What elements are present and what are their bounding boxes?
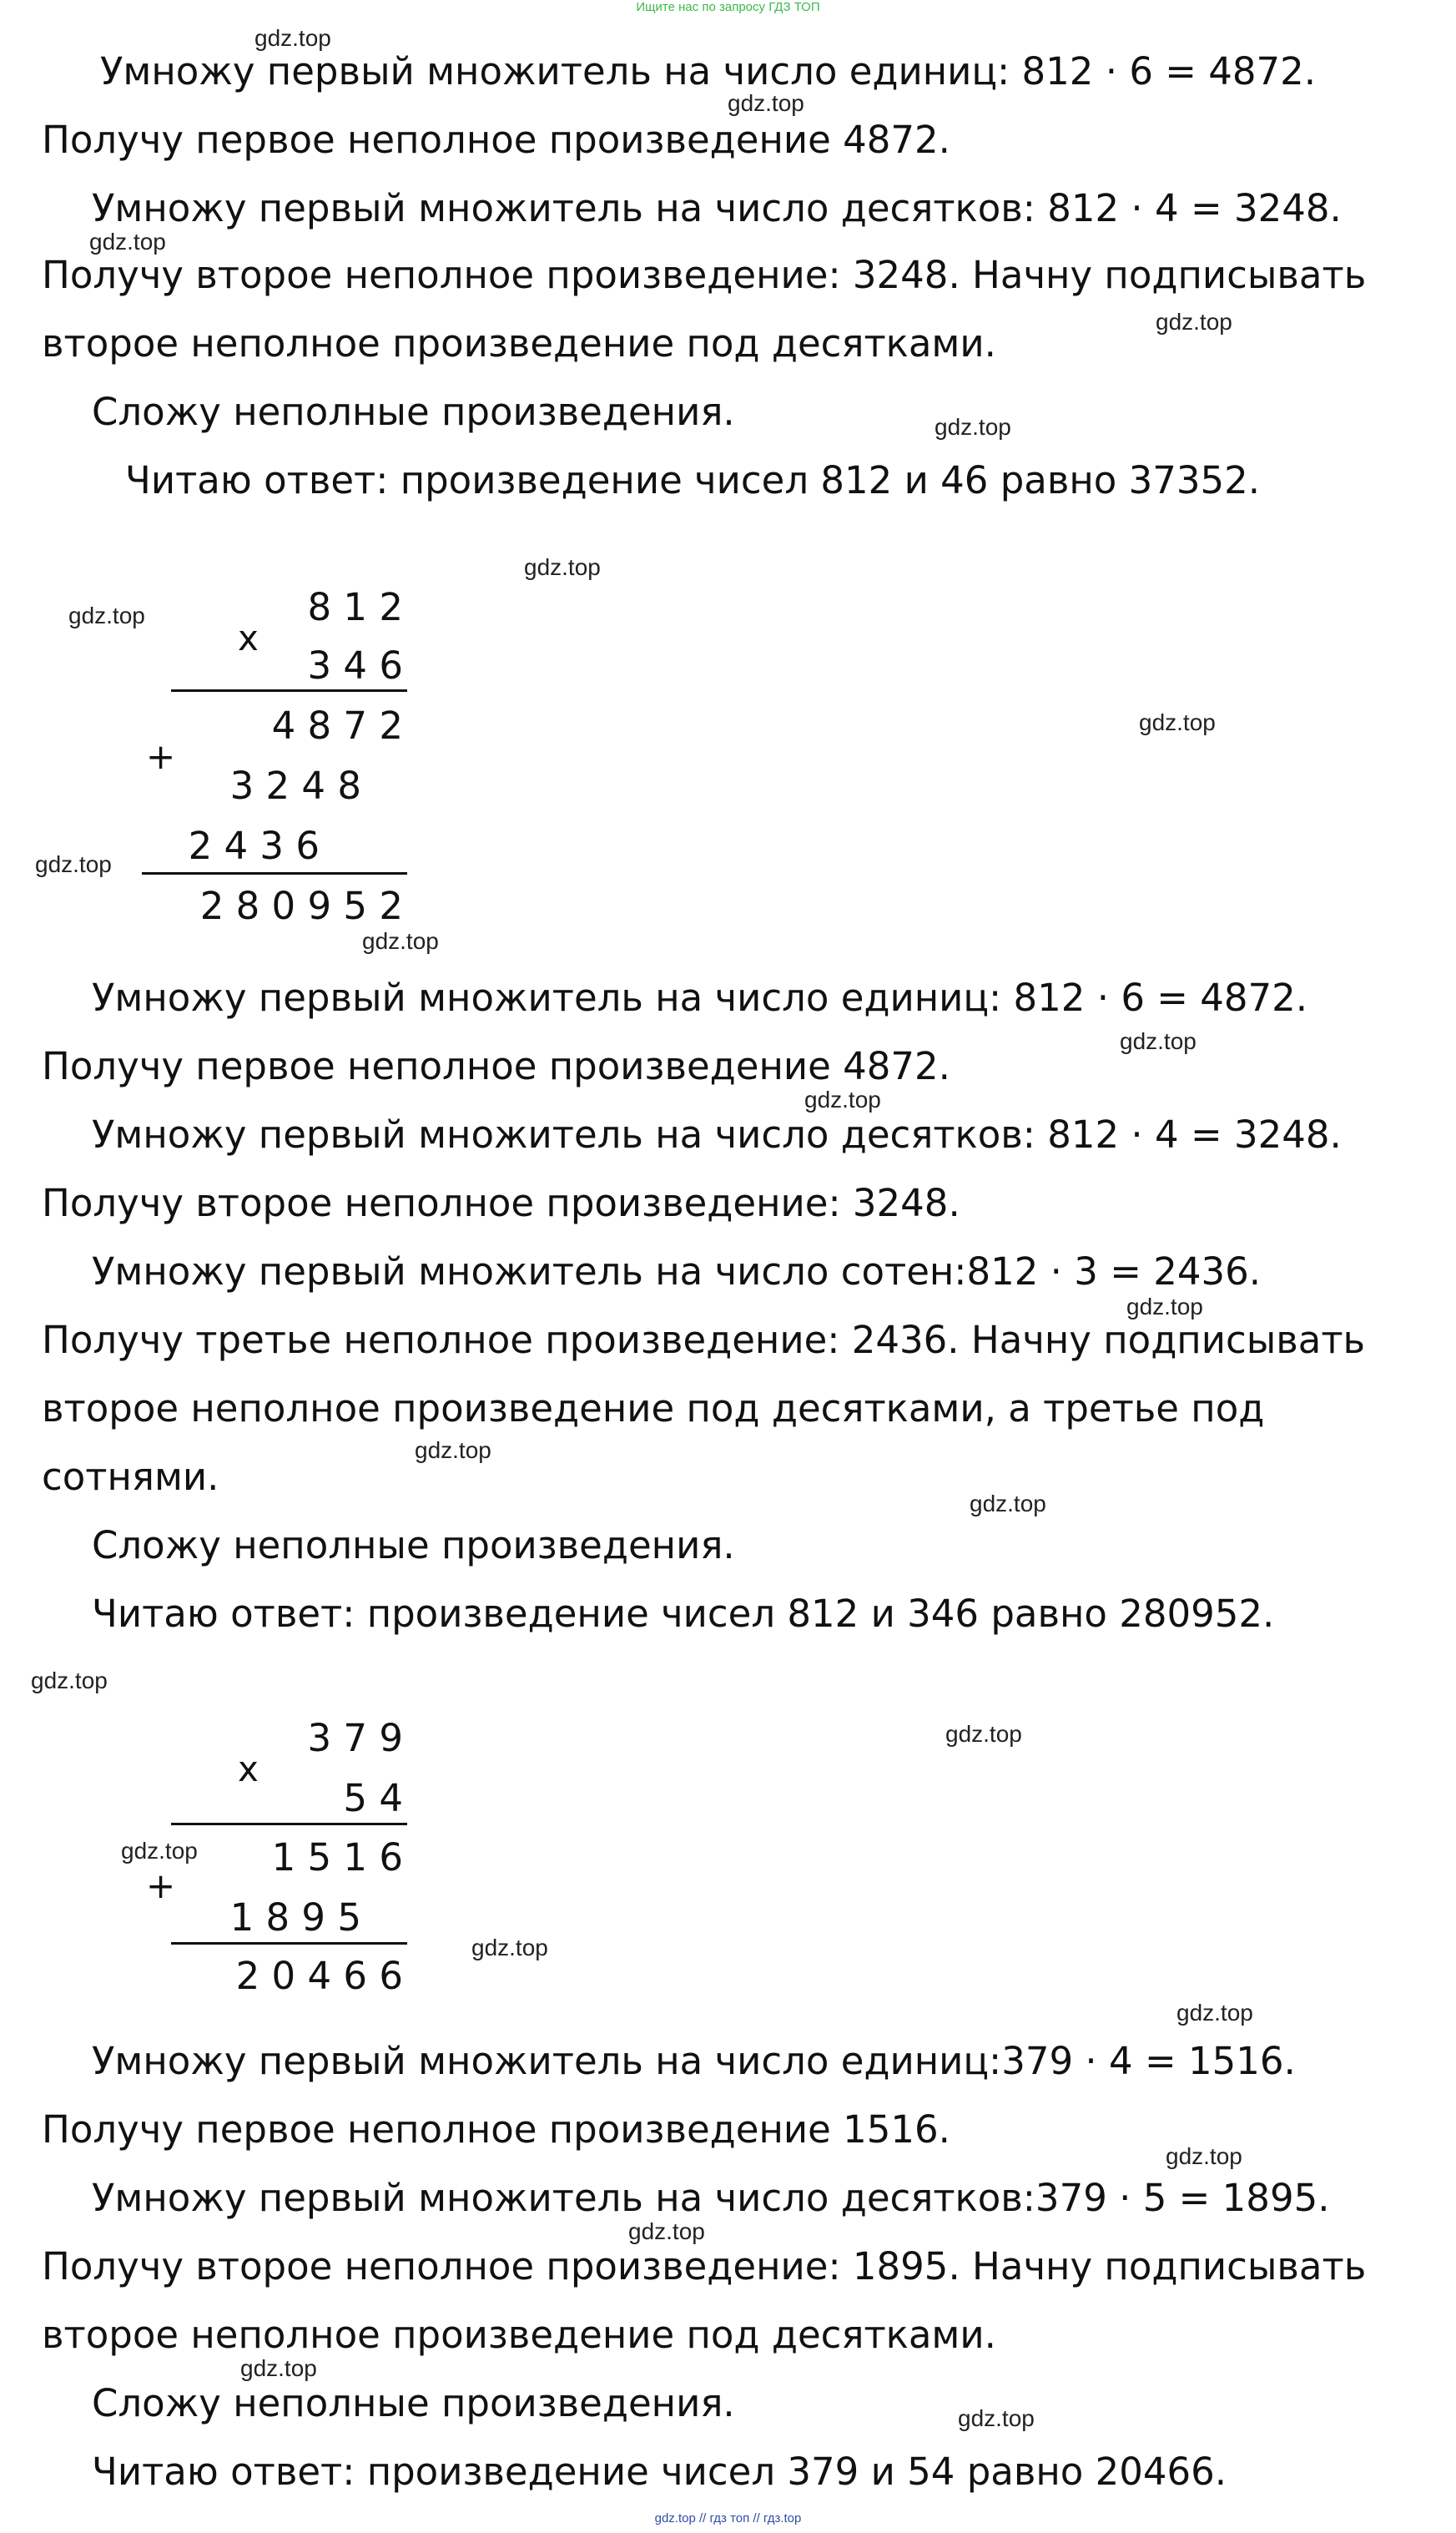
- watermark: gdz.top: [804, 1087, 881, 1113]
- plus-sign: +: [146, 736, 176, 777]
- watermark: gdz.top: [31, 1668, 108, 1693]
- watermark: gdz.top: [1126, 1294, 1203, 1319]
- watermark: gdz.top: [362, 928, 439, 954]
- text-line: сотнями.: [42, 1455, 219, 1499]
- watermark: gdz.top: [1176, 2000, 1253, 2026]
- times-sign: x: [238, 1748, 259, 1789]
- watermark: gdz.top: [1120, 1028, 1197, 1054]
- calc-row-multiplicand: 8 1 2: [307, 585, 403, 629]
- text-line: второе неполное произведение под десятками.: [42, 321, 996, 366]
- calc-row-multiplicand: 3 7 9: [307, 1716, 403, 1760]
- calc-row-partial: 4 8 7 2: [271, 704, 403, 748]
- text-line: Получу третье неполное произведение: 2436. Начну подписывать: [42, 1318, 1366, 1362]
- calc-row-partial: 2 4 3 6: [188, 824, 320, 868]
- text-line: Получу второе неполное произведение: 3248.: [42, 1181, 960, 1225]
- calc-row-partial: 1 5 1 6: [271, 1835, 403, 1880]
- watermark: gdz.top: [935, 414, 1011, 440]
- watermark: gdz.top: [471, 1935, 548, 1960]
- divider-line: [171, 689, 407, 692]
- text-line: Читаю ответ: произведение чисел 812 и 346 равно 280952.: [92, 1592, 1275, 1636]
- times-sign: x: [238, 618, 259, 658]
- watermark: gdz.top: [89, 229, 166, 255]
- calc-row-partial: 3 2 4 8: [229, 764, 361, 808]
- text-line: Читаю ответ: произведение чисел 812 и 46 равно 37352.: [125, 458, 1261, 502]
- watermark: gdz.top: [628, 2218, 705, 2244]
- calc-row-partial: 1 8 9 5: [229, 1895, 361, 1940]
- calc-row-result: 2 8 0 9 5 2: [199, 884, 403, 928]
- watermark: gdz.top: [240, 2355, 317, 2381]
- watermark: gdz.top: [728, 90, 804, 116]
- text-line: Получу первое неполное произведение 1516.: [42, 2107, 950, 2152]
- text-line: Сложу неполные произведения.: [92, 390, 735, 434]
- divider-line: [142, 872, 407, 875]
- watermark: gdz.top: [945, 1721, 1022, 1747]
- watermark: gdz.top: [35, 851, 112, 877]
- text-line: второе неполное произведение под десятками, а третье под: [42, 1386, 1265, 1430]
- divider-line: [171, 1942, 407, 1945]
- text-line: Сложу неполные произведения.: [92, 2381, 735, 2425]
- text-line: Получу второе неполное произведение: 3248. Начну подписывать: [42, 253, 1367, 297]
- banner-text: Ищите нас по запросу ГДЗ ТОП: [636, 0, 820, 14]
- text-line: Умножу первый множитель на число единиц:379 · 4 = 1516.: [92, 2039, 1296, 2083]
- watermark: gdz.top: [415, 1437, 491, 1463]
- calc-row-multiplier: 3 4 6: [307, 643, 403, 688]
- footer-text: gdz.top // гдз топ // гдз.top: [654, 2511, 802, 2525]
- text-line: Умножу первый множитель на число десятков: 812 · 4 = 3248.: [92, 186, 1342, 230]
- calc-row-result: 2 0 4 6 6: [235, 1954, 403, 1998]
- text-line: Получу первое неполное произведение 4872.: [42, 118, 950, 162]
- text-line: Умножу первый множитель на число единиц: 812 · 6 = 4872.: [100, 49, 1317, 93]
- watermark: gdz.top: [121, 1838, 198, 1864]
- watermark: gdz.top: [970, 1491, 1046, 1516]
- text-line: Получу второе неполное произведение: 1895. Начну подписывать: [42, 2244, 1367, 2288]
- text-line: Умножу первый множитель на число десятков: 812 · 4 = 3248.: [92, 1113, 1342, 1157]
- plus-sign: +: [146, 1865, 176, 1906]
- watermark: gdz.top: [254, 25, 331, 51]
- text-line: второе неполное произведение под десятками.: [42, 2313, 996, 2357]
- watermark: gdz.top: [524, 554, 601, 580]
- text-line: Сложу неполные произведения.: [92, 1523, 735, 1567]
- watermark: gdz.top: [68, 603, 145, 628]
- calc-row-multiplier: 5 4: [343, 1776, 403, 1820]
- watermark: gdz.top: [958, 2405, 1035, 2431]
- watermark: gdz.top: [1139, 709, 1216, 735]
- text-line: Получу первое неполное произведение 4872.: [42, 1044, 950, 1088]
- watermark: gdz.top: [1166, 2143, 1242, 2169]
- watermark: gdz.top: [1156, 309, 1232, 335]
- text-line: Умножу первый множитель на число единиц: 812 · 6 = 4872.: [92, 976, 1308, 1020]
- text-line: Читаю ответ: произведение чисел 379 и 54 равно 20466.: [92, 2450, 1227, 2494]
- divider-line: [171, 1823, 407, 1825]
- text-line: Умножу первый множитель на число сотен:812 · 3 = 2436.: [92, 1249, 1262, 1294]
- text-line: Умножу первый множитель на число десятков:379 · 5 = 1895.: [92, 2176, 1330, 2220]
